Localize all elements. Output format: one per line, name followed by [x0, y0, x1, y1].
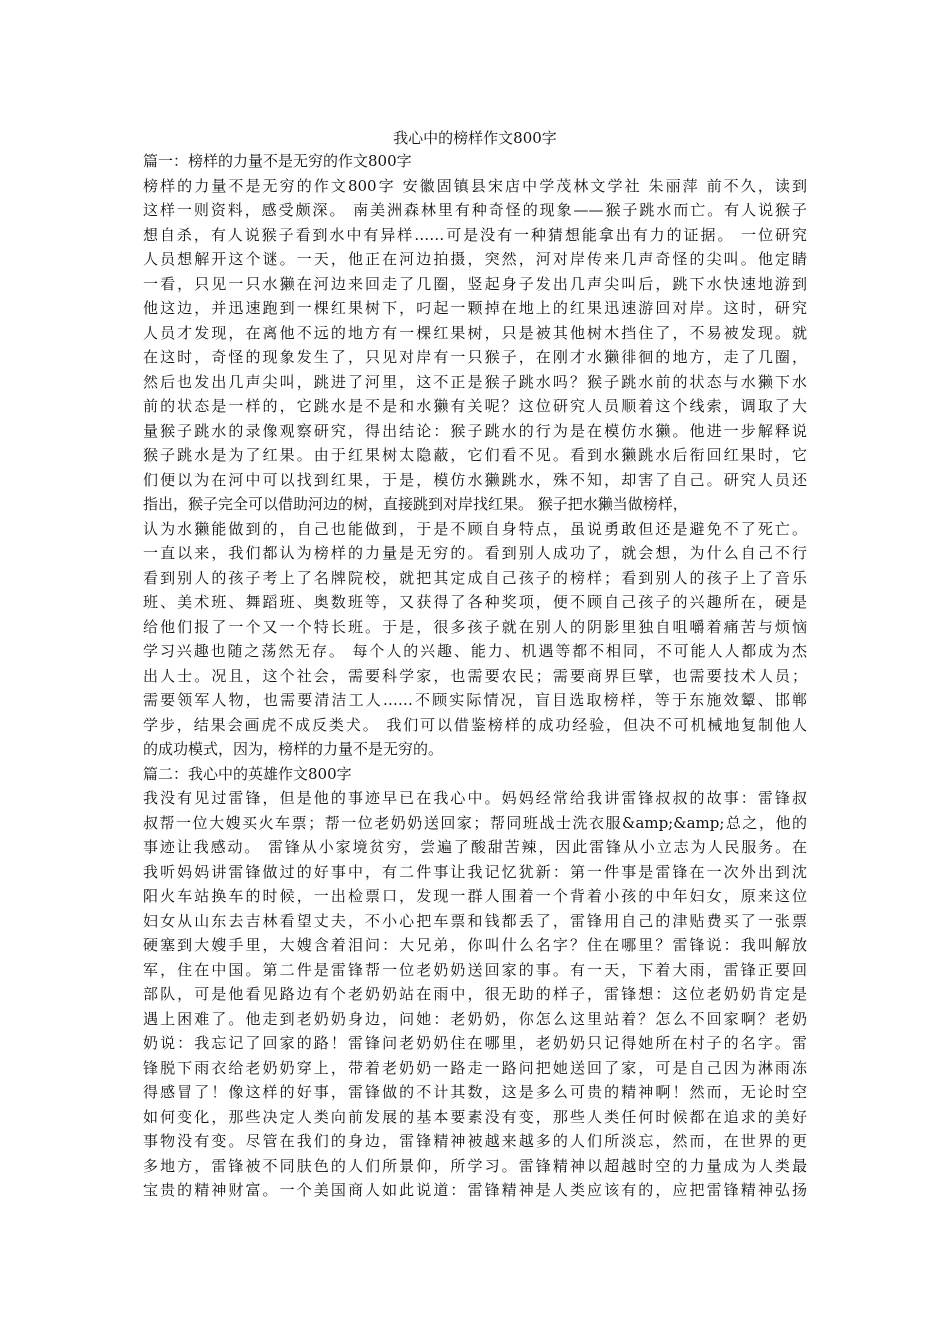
text-line: 学步，结果会画虎不成反类犬。 我们可以借鉴榜样的成功经验，但决不可机械地复制他人: [143, 715, 807, 734]
text-line: 前的状态是一样的，它跳水是不是和水獭有关呢？这位研究人员顺着这个线索，调取了大: [143, 397, 807, 415]
text-line: 宝贵的精神财富。一个美国商人如此说道：雷锋精神是人类应该有的，应把雷锋精神弘扬: [143, 1181, 807, 1199]
text-line: 们便以为在河中可以找到红果，于是，模仿水獭跳水，殊不知，却害了自己。研究人员还: [143, 470, 807, 489]
text-line: 遇上困难了。他走到老奶奶身边，问她：老奶奶，你怎么这里站着？怎么不回家啊？老奶: [143, 1009, 807, 1028]
text-line: 学习兴趣也随之荡然无存。 每个人的兴趣、能力、机遇等都不相同，不可能人人都成为杰: [143, 642, 807, 660]
text-line: 得感冒了！像这样的好事，雷锋做的不计其数，这是多么可贵的精神啊！然而，无论时空: [143, 1083, 807, 1101]
text-line: 叔帮一位大嫂买火车票；帮一位老奶奶送回家；帮同班战士洗衣服&amp;&amp;总之，他的: [143, 813, 807, 832]
text-line: 出人士。况且，这个社会，需要科学家，也需要农民；需要商界巨擘，也需要技术人员；: [143, 666, 807, 685]
text-line: 这样一则资料，感受颇深。 南美洲森林里有种奇怪的现象——猴子跳水而亡。有人说猴子: [143, 201, 807, 219]
text-line: 人员才发现，在离他不远的地方有一棵红果树，只是被其他树木挡住了，不易被发现。就: [143, 323, 807, 342]
text-line: 奶说：我忘记了回家的路！雷锋问老奶奶住在哪里，老奶奶只记得她所在村子的名字。雷: [143, 1034, 807, 1052]
document-body: [143, 149, 807, 1203]
text-line: 军，住在中国。第二件是雷锋帮一位老奶奶送回家的事。有一天，下着大雨，雷锋正要回: [143, 960, 807, 979]
text-line: 锋脱下雨衣给老奶奶穿上，带着老奶奶一路走一路问把她送回了家，可是自己因为淋雨冻: [143, 1058, 807, 1077]
text-line: 如何变化，那些决定人类向前发展的基本要素没有变，那些人类任何时候都在追求的美好: [143, 1107, 807, 1126]
text-line: 然后也发出几声尖叫，跳进了河里，这不正是猴子跳水吗？猴子跳水前的状态与水獭下水: [143, 372, 807, 391]
text-line: 事迹让我感动。 雷锋从小家境贫穷，尝遍了酸甜苦辣，因此雷锋从小立志为人民服务。在: [143, 838, 807, 856]
text-line: 我听妈妈讲雷锋做过的好事中，有二件事让我记忆犹新：第一件事是雷锋在一次外出到沈: [143, 862, 807, 881]
text-line: 部队，可是他看见路边有个老奶奶站在雨中，很无助的样子，雷锋想：这位老奶奶肯定是: [143, 985, 807, 1003]
text-line: 指出，猴子完全可以借助河边的树，直接跳到对岸找红果。 猴子把水獭当做榜样，: [143, 495, 688, 513]
text-line: 一看，只见一只水獭在河边来回走了几圈，竖起身子发出几声尖叫后，跳下水快速地游到: [143, 274, 807, 293]
text-line: 妇女从山东去吉林看望丈夫，不小心把车票和钱都丢了，雷锋用自己的津贴费买了一张票: [143, 911, 807, 930]
text-line: 我没有见过雷锋，但是他的事迹早已在我心中。妈妈经常给我讲雷锋叔叔的故事：雷锋叔: [143, 789, 807, 807]
text-line: 需要领军人物，也需要清洁工人……不顾实际情况，盲目选取榜样，等于东施效颦、邯郸: [143, 691, 807, 709]
document-title: 我心中的榜样作文800字: [393, 129, 557, 147]
text-line: 人员想解开这个谜。一天，他正在河边拍摄，突然，河对岸传来几声奇怪的尖叫。他定睛: [143, 250, 807, 268]
text-line: 篇一：榜样的力量不是无穷的作文800字: [143, 152, 412, 170]
text-line: 在这时，奇怪的现象发生了，只见对岸有一只猴子，在刚才水獭徘徊的地方，走了几圈，: [143, 348, 807, 366]
text-line: 猴子跳水是为了红果。由于红果树太隐蔽，它们看不见。看到水獭跳水后衔回红果时，它: [143, 446, 807, 464]
text-line: 榜样的力量不是无穷的作文800字 安徽固镇县宋店中学茂林文学社 朱丽萍 前不久，读到: [143, 176, 807, 195]
text-line: 篇二：我心中的英雄作文800字: [143, 764, 352, 783]
text-line: 想自杀，有人说猴子看到水中有异样……可是没有一种猜想能拿出有力的证据。 一位研究: [143, 225, 807, 244]
text-line: 给他们报了一个又一个特长班。于是，很多孩子就在别人的阴影里独自咀嚼着痛苦与烦恼: [143, 617, 807, 636]
text-line: 一直以来，我们都认为榜样的力量是无穷的。看到别人成功了，就会想，为什么自己不行: [143, 544, 807, 562]
text-line: 事物没有变。尽管在我们的身边，雷锋精神被越来越多的人们所淡忘，然而，在世界的更: [143, 1132, 807, 1150]
text-line: 班、美术班、舞蹈班、奥数班等，又获得了各种奖项，便不顾自己孩子的兴趣所在，硬是: [143, 593, 807, 611]
text-line: 硬塞到大嫂手里，大嫂含着泪问：大兄弟，你叫什么名字？住在哪里？雷锋说：我叫解放: [143, 936, 807, 954]
text-line: 看到别人的孩子考上了名牌院校，就把其定成自己孩子的榜样；看到别人的孩子上了音乐: [143, 568, 807, 587]
text-line: 他这边，并迅速跑到一棵红果树下，叼起一颗掉在地上的红果迅速游回对岸。这时，研究: [143, 299, 807, 317]
text-line: 量猴子跳水的录像观察研究，得出结论：猴子跳水的行为是在模仿水獭。他进一步解释说: [143, 421, 807, 440]
text-line: 的成功模式，因为，榜样的力量不是无穷的。: [143, 740, 444, 758]
text-line: 认为水獭能做到的，自己也能做到，于是不顾自身特点，虽说勇敢但还是避免不了死亡。: [143, 519, 807, 538]
text-line: 阳火车站换车的时候，一出检票口，发现一群人围着一个背着小孩的中年妇女，原来这位: [143, 887, 807, 905]
text-line: 多地方，雷锋被不同肤色的人们所景仰，所学习。雷锋精神以超越时空的力量成为人类最: [143, 1156, 807, 1175]
